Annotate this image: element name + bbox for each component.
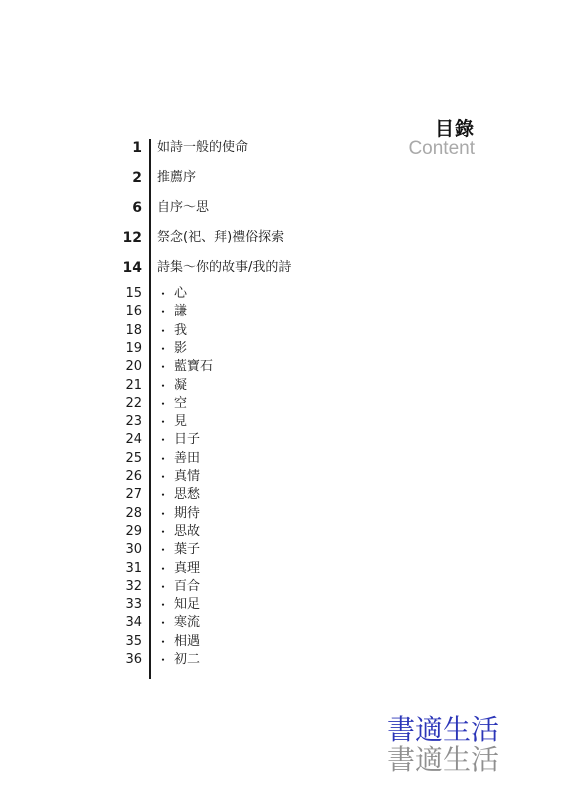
page-number: 26 xyxy=(125,469,142,484)
bullet-mark: ・ xyxy=(157,598,170,613)
poem-title: 思愁 xyxy=(174,487,201,503)
poem-entry[interactable] xyxy=(0,340,400,358)
page-number: 31 xyxy=(125,560,142,576)
entry-title: 詩集～你的故事/我的詩 xyxy=(157,260,292,275)
page-number: 35 xyxy=(125,633,142,649)
toc-entry[interactable] xyxy=(0,258,400,278)
poem-title: 期待 xyxy=(174,505,201,521)
poem-title: 心 xyxy=(174,286,188,301)
entry-title: 自序～思 xyxy=(157,200,210,215)
poem-entry[interactable] xyxy=(0,431,400,449)
toc-entry[interactable] xyxy=(0,138,400,158)
bullet-mark: ・ xyxy=(157,305,170,320)
poem-entry[interactable] xyxy=(0,358,400,376)
poem-title: 思故 xyxy=(174,523,201,539)
poem-entry[interactable] xyxy=(0,541,400,559)
page-number: 24 xyxy=(125,432,142,448)
bullet-mark: ・ xyxy=(157,433,170,448)
bullet-mark: ・ xyxy=(157,378,170,393)
poem-title: 真情 xyxy=(174,469,201,484)
bullet-mark: ・ xyxy=(157,543,170,558)
bullet-mark: ・ xyxy=(157,561,170,576)
page-number: 6 xyxy=(132,200,142,216)
page-number: 22 xyxy=(125,395,142,411)
entry-title: 祭念(祀、拜)禮俗探索 xyxy=(157,230,285,245)
bullet-mark: ・ xyxy=(157,653,170,667)
bullet-mark: ・ xyxy=(157,470,170,484)
poem-entry[interactable] xyxy=(0,505,400,523)
poem-title: 葉子 xyxy=(174,542,201,558)
poem-entry[interactable] xyxy=(0,578,400,596)
poem-title: 藍寶石 xyxy=(174,359,214,375)
bullet-mark: ・ xyxy=(157,341,170,356)
publisher-logo-shadow: 書適生活 xyxy=(386,743,499,776)
bullet-mark: ・ xyxy=(157,616,170,631)
poem-entry[interactable] xyxy=(0,450,400,468)
page-number: 33 xyxy=(125,597,142,613)
page-number: 16 xyxy=(125,304,142,320)
poem-entry[interactable] xyxy=(0,633,400,651)
poem-title: 空 xyxy=(174,395,188,411)
page-number: 1 xyxy=(132,140,142,156)
poem-title: 我 xyxy=(174,322,188,338)
poem-title: 初二 xyxy=(174,652,201,667)
poem-title: 凝 xyxy=(174,377,188,393)
poem-entry[interactable] xyxy=(0,468,400,486)
poem-entry[interactable] xyxy=(0,614,400,632)
poem-title: 相遇 xyxy=(174,633,201,649)
page-number: 30 xyxy=(125,542,142,558)
page-number: 12 xyxy=(122,230,142,246)
poem-entry[interactable] xyxy=(0,523,400,541)
toc-title: 目錄 xyxy=(434,118,475,140)
poem-entry[interactable] xyxy=(0,596,400,614)
page-number: 15 xyxy=(125,286,142,301)
page-number: 14 xyxy=(122,260,142,276)
bullet-mark: ・ xyxy=(157,488,170,503)
poem-entry[interactable] xyxy=(0,303,400,321)
bullet-mark: ・ xyxy=(157,396,170,411)
page-number: 27 xyxy=(125,487,142,503)
entry-title: 如詩一般的使命 xyxy=(157,140,249,155)
poem-entry[interactable] xyxy=(0,560,400,578)
poem-entry[interactable] xyxy=(0,413,400,431)
publisher-logo: 書適生活 xyxy=(386,713,499,746)
page-number: 2 xyxy=(132,170,142,186)
page-number: 32 xyxy=(125,578,142,594)
bullet-mark: ・ xyxy=(157,323,170,338)
page-number: 25 xyxy=(125,450,142,466)
toc-entry[interactable] xyxy=(0,228,400,248)
page-number: 20 xyxy=(125,359,142,375)
poem-title: 影 xyxy=(174,340,188,356)
poem-title: 真理 xyxy=(174,560,201,576)
poem-title: 百合 xyxy=(174,578,201,594)
bullet-mark: ・ xyxy=(157,415,170,430)
poem-entry[interactable] xyxy=(0,322,400,340)
poem-entry[interactable] xyxy=(0,486,400,504)
poem-entry[interactable] xyxy=(0,285,400,303)
poem-title: 善田 xyxy=(174,450,201,466)
page-number: 23 xyxy=(125,414,142,430)
bullet-mark: ・ xyxy=(157,579,170,594)
toc-entry[interactable] xyxy=(0,198,400,218)
poem-title: 知足 xyxy=(174,597,201,613)
entry-title: 推薦序 xyxy=(157,170,197,185)
poem-title: 寒流 xyxy=(174,615,201,631)
page-number: 36 xyxy=(125,652,142,667)
bullet-mark: ・ xyxy=(157,634,170,649)
bullet-mark: ・ xyxy=(157,287,170,301)
page-number: 21 xyxy=(125,377,142,393)
page-number: 28 xyxy=(125,505,142,521)
page-number: 19 xyxy=(125,340,142,356)
poem-title: 謙 xyxy=(174,304,188,320)
poem-entry[interactable] xyxy=(0,395,400,413)
poem-entry[interactable] xyxy=(0,651,400,669)
bullet-mark: ・ xyxy=(157,506,170,521)
poem-entry[interactable] xyxy=(0,377,400,395)
bullet-mark: ・ xyxy=(157,524,170,539)
poem-title: 日子 xyxy=(174,432,201,448)
toc-subtitle: Content xyxy=(408,138,475,159)
poem-title: 見 xyxy=(174,414,188,430)
page-number: 34 xyxy=(125,615,142,631)
toc-entry[interactable] xyxy=(0,168,400,188)
bullet-mark: ・ xyxy=(157,451,170,466)
page-number: 18 xyxy=(125,322,142,338)
page-number: 29 xyxy=(125,523,142,539)
bullet-mark: ・ xyxy=(157,360,170,375)
